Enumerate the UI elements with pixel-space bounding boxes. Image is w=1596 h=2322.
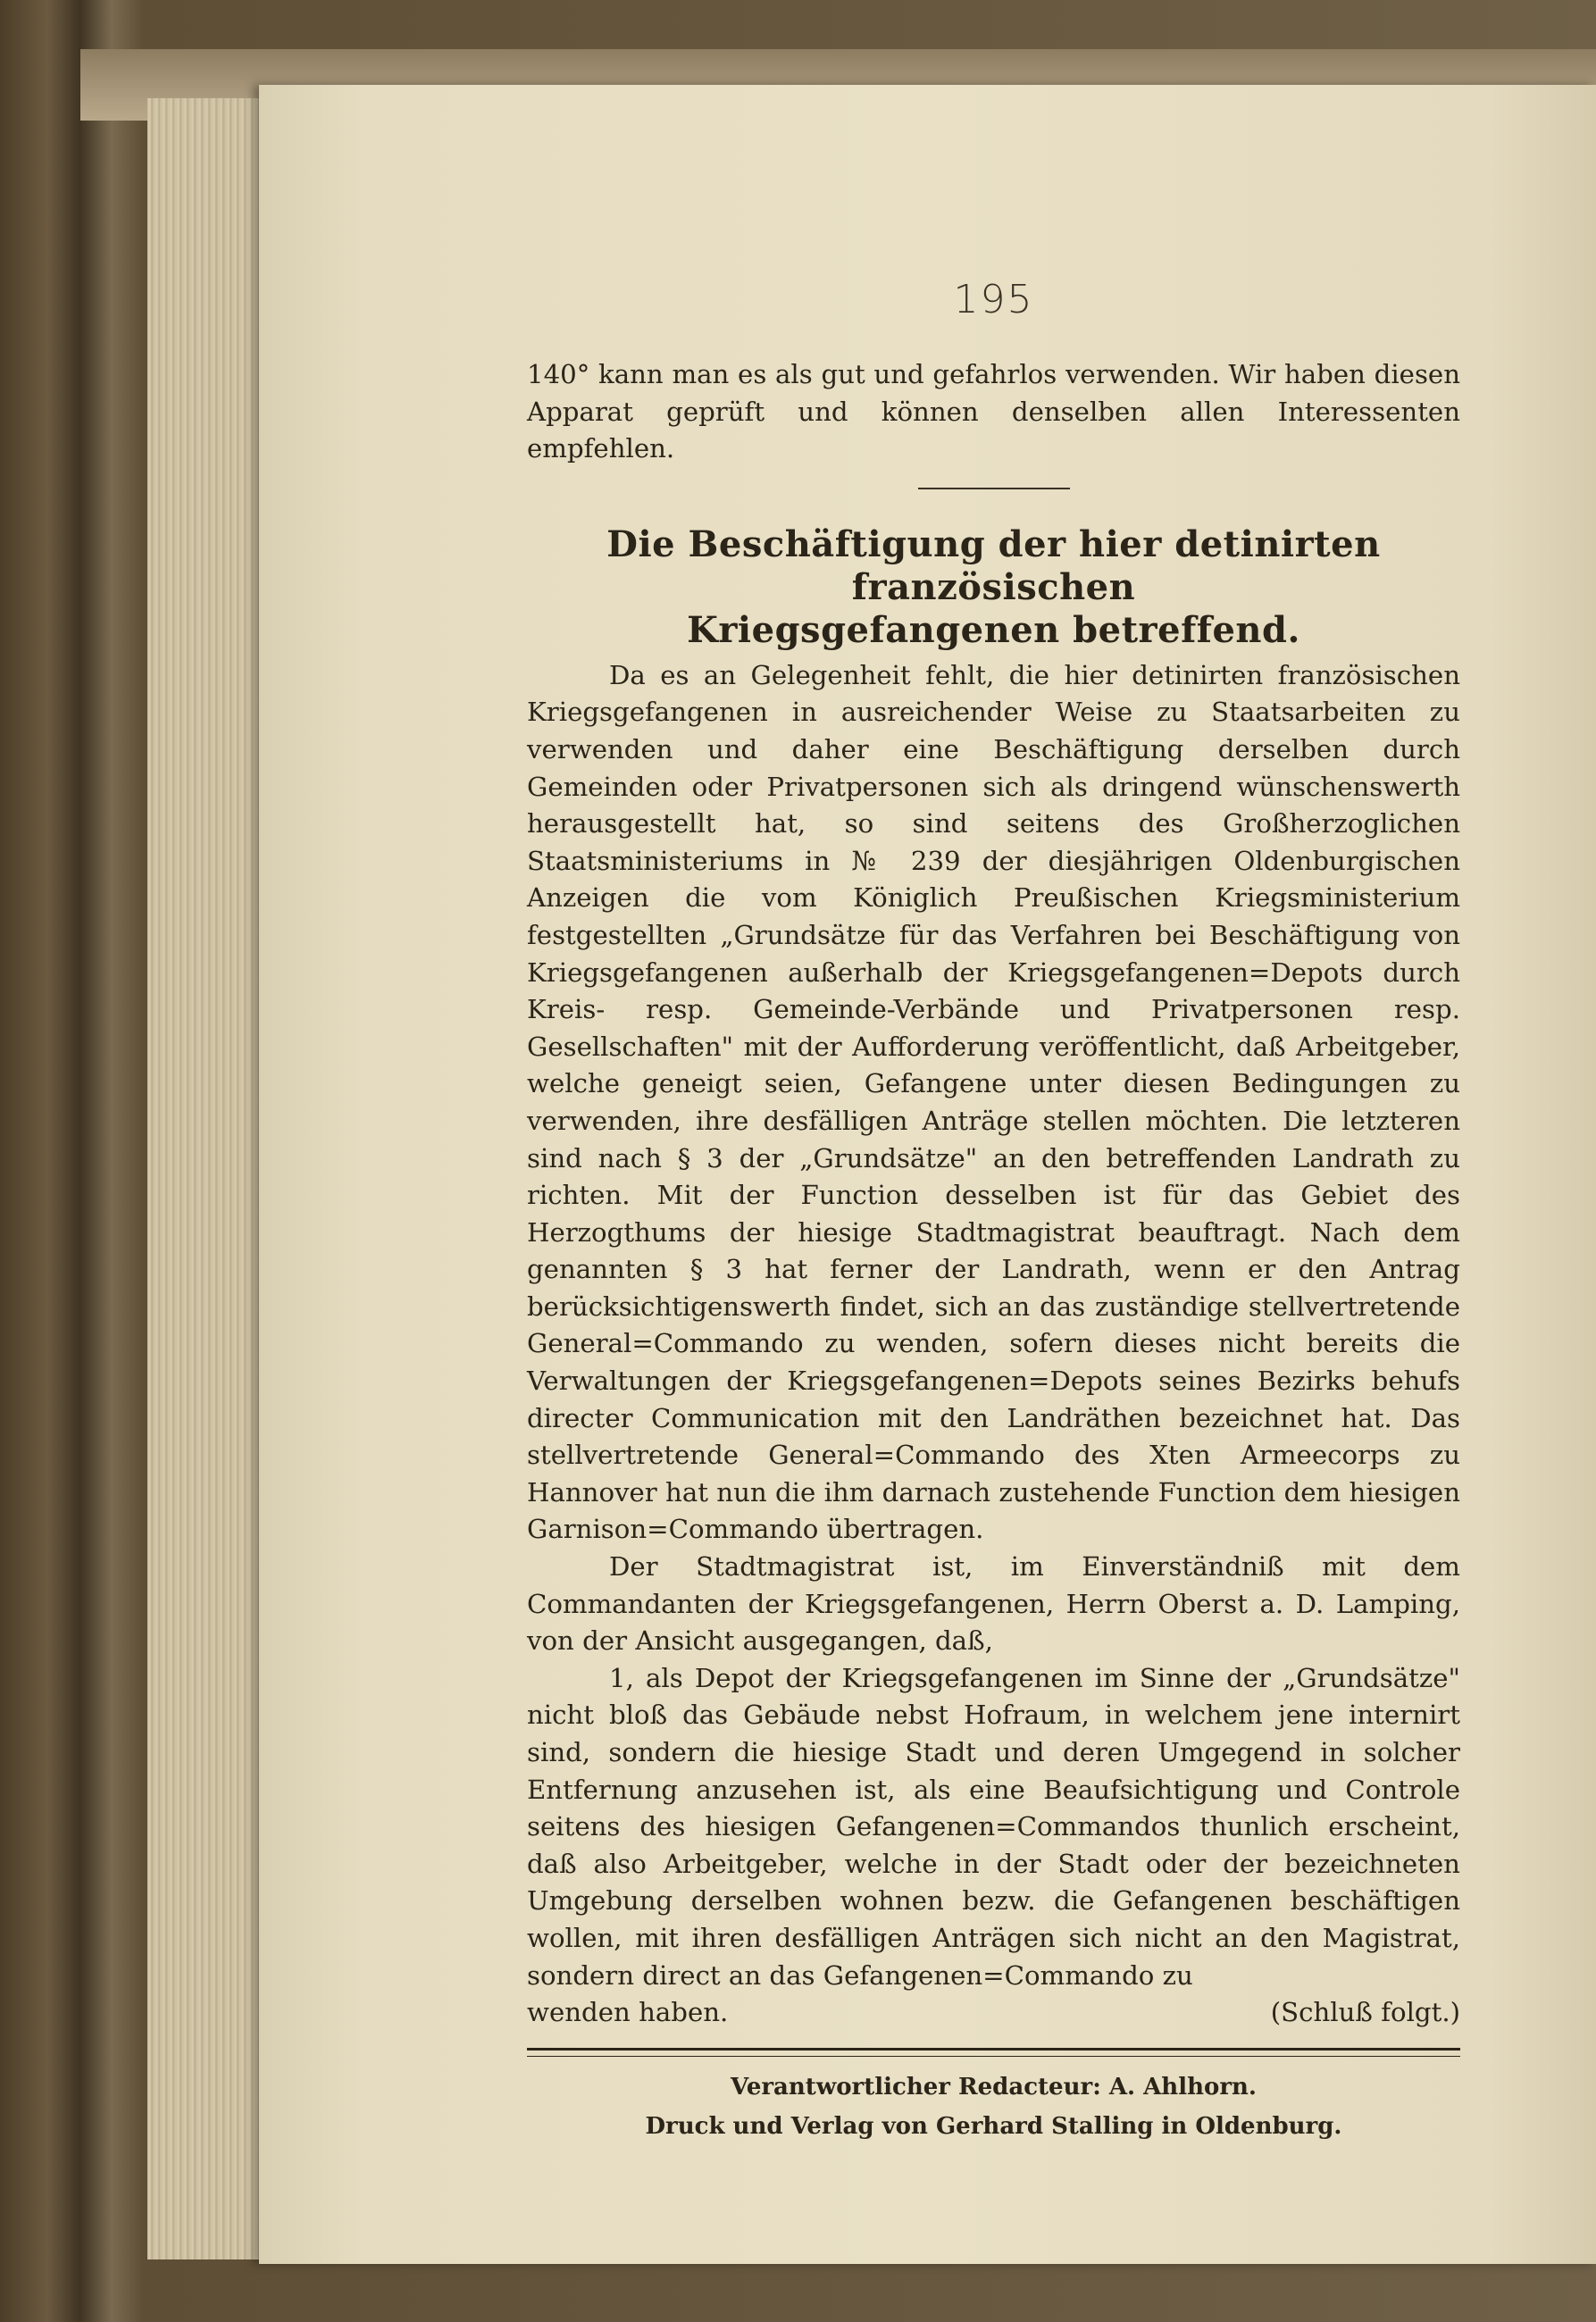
page-number: 195 (953, 277, 1034, 322)
section-divider (918, 488, 1070, 489)
article-title-line2: Kriegsgefangenen betreffend. (687, 608, 1300, 651)
closing-text: wenden haben. (527, 1997, 729, 2028)
article-paragraph-1: Da es an Gelegenheit fehlt, die hier detinirten französischen Kriegsgefangenen in ausreichender Weise zu Staatsarbeiten zu verwenden und daher eine Beschäftigung derselben durch Gemeinden oder Privatpersonen sich als dringend wünschenswerth herausgestellt hat, so sind seitens des Großherzoglichen Staatsministeriums in № 239 der diesjährigen Oldenburgischen Anzeigen die vom Königlich Preußischen Kriegsministerium festgestellten „Grundsätze für das Verfahren bei Beschäftigung von Kriegsgefangenen außerhalb der Kriegsgefangenen=Depots durch Kreis- resp. Gemeinde-Verbände und Privatpersonen resp. Gesellschaften" mit der Aufforderung veröffentlicht, daß Arbeitgeber, welche geneigt seien, Gefangene unter diesen Bedingungen zu verwenden, ihre desfälligen Anträge stellen möchten. Die letzteren sind nach § 3 der „Grundsätze" an den betreffenden Landrath zu richten. Mit der Function desselben ist für das Gebiet des Herzogthums der hiesige Stadtmagistrat beauftragt. Nach dem genannten § 3 hat ferner der Landrath, wenn er den Antrag berücksichtigenswerth findet, sich an das zuständige stellvertretende General=Commando zu wenden, sofern dieses nicht bereits die Verwaltungen der Kriegsgefangenen=Depots seines Bezirks behufs directer Communication mit den Landräthen bezeichnet hat. Das stellvertretende General=Commando des Xten Armeecorps zu Hannover hat nun die ihm darnach zustehende Function dem hiesigen Garnison=Commando übertragen. (527, 659, 1460, 1545)
page-content (527, 277, 1460, 2146)
footer-divider (527, 2048, 1460, 2057)
article-paragraph-3: 1, als Depot der Kriegsgefangenen im Sinne der „Grundsätze" nicht bloß das Gebäude nebst Hofraum, in welchem jene internirt sind, sondern die hiesige Stadt und deren Umgegend in solcher Entfernung anzusehen ist, als eine Beaufsichtigung und Controle seitens des hiesigen Gefangenen=Commandos thunlich erscheint, daß also Arbeitgeber, welche in der Stadt oder der bezeichneten Umgebung derselben wohnen bezw. die Gefangenen beschäftigen wollen, mit ihren desfälligen Anträgen sich nicht an den Magistrat, sondern direct an das Gefangenen=Commando zu (527, 1662, 1460, 1991)
article-title-line1: Die Beschäftigung der hier detinirten französischen (606, 522, 1381, 608)
closing-line (527, 1994, 1460, 2032)
page-stack-edges (147, 98, 272, 2259)
continuation-note: (Schluß folgt.) (1270, 1997, 1460, 2028)
article-title (527, 523, 1460, 652)
footer-editor: Verantwortlicher Redacteur: A. Ahlhorn. (731, 2073, 1257, 2101)
intro-paragraph: 140° kann man es als gut und gefahrlos verwenden. Wir haben diesen Apparat geprüft und können denselben allen Interessenten empfehlen. (527, 359, 1460, 464)
footer-printer: Druck und Verlag von Gerhard Stalling in Oldenburg. (645, 2112, 1342, 2140)
article-paragraph-2: Der Stadtmagistrat ist, im Einverständniß mit dem Commandanten der Kriegsgefangenen, Herrn Oberst a. D. Lamping, von der Ansicht ausgegangen, daß, (527, 1551, 1460, 1657)
